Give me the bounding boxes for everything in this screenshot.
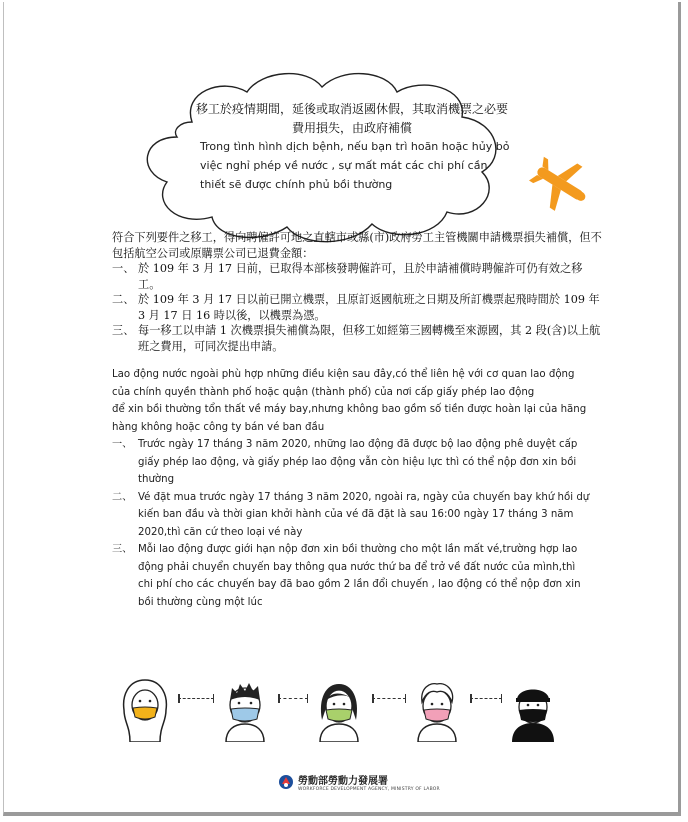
agency-footer (278, 772, 440, 792)
cloud-callout (122, 62, 522, 252)
masked-people-illustration (116, 678, 556, 748)
item-text: Trước ngày 17 tháng 3 năm 2020, những lao động đã được bộ lao động phê duyệt cấp giấy phép lao động, và giấy phép lao động vẫn còn hiệu lực thì có thể nộp đơn xin bồi thường (138, 439, 578, 485)
item-text: 每一移工以申請 1 次機票損失補償為限，但移工如經第三國轉機至來源國，其 2 段(含)以上航班之費用，可同次提出申請。 (138, 324, 601, 353)
item-text: 於 109 年 3 月 17 日以前已開立機票，且原訂返國航班之日期及所訂機票起飛時間於 109 年 3 月 17 日 16 時以後，以機票為憑。 (138, 293, 600, 322)
dashed-connector (178, 698, 214, 699)
document-page (3, 2, 681, 816)
item-number: 三、 (112, 544, 133, 555)
person-elder-icon (408, 678, 466, 742)
item-number: 一、 (112, 439, 133, 450)
chinese-intro: 符合下列要件之移工，得向聘僱許可地之直轄市或縣(市)政府勞工主管機關申請機票損失補償，但不包括航空公司或原購票公司已退費金額： (112, 231, 602, 260)
airplane-icon (528, 154, 594, 218)
item-number: 二、 (112, 491, 133, 503)
chinese-requirements (112, 230, 602, 354)
chinese-item (112, 292, 602, 323)
dashed-connector (470, 698, 502, 699)
person-woman-icon (310, 678, 368, 742)
person-man-icon (216, 678, 274, 742)
vietnamese-item (112, 541, 592, 611)
chinese-item (112, 261, 602, 292)
chinese-item (112, 323, 602, 354)
vietnamese-item (112, 489, 592, 542)
vietnamese-requirements (112, 366, 592, 611)
item-text: Mỗi lao động được giới hạn nộp đơn xin bồi thường cho một lần mất vé,trường hợp lao động phải chuyển chuyến bay thông qua nước thứ ba để trở về đất nước của mình,thì chi phí cho các chuyến bay đã bao gồm 2 lần đổi chuyến , lao động có thể nộp đơn xin bồi thường cùng một lúc (138, 544, 581, 608)
agency-logo-icon (278, 774, 294, 790)
item-number: 三、 (112, 324, 135, 337)
vietnamese-intro-continued: để xin bồi thường tổn thất về máy bay,nhưng không bao gồm số tiền được hoàn lại của hãng hàng không hoặc công ty bán vé ban đầu (112, 404, 587, 433)
agency-name-english: WORKFORCE DEVELOPMENT AGENCY, MINISTRY OF LABOR (298, 787, 440, 792)
dashed-connector (278, 698, 308, 699)
vietnamese-item (112, 436, 592, 489)
vietnamese-intro: Lao động nước ngoài phù hợp những điều kiện sau đây,có thể liên hệ với cơ quan lao động của chính quyền thành phố hoặc quận (thành phố) của nơi cấp giấy phép lao động (112, 369, 575, 398)
item-text: Vé đặt mua trước ngày 17 tháng 3 năm 2020, ngoài ra, ngày của chuyến bay khứ hồi dự kiến ban đầu và thời gian khởi hành của vé đã đặt là sau 16:00 ngày 17 tháng 3 năm 2020,thì căn cứ theo loại vé này (138, 491, 590, 538)
cloud-text-vietnamese: Trong tình hình dịch bệnh, nếu bạn trì hoãn hoặc hủy bỏ việc nghỉ phép về nước , sự mất mát các chi phí cần thiết sẽ được chính phủ bồi thường (200, 140, 510, 191)
item-number: 二、 (112, 293, 135, 306)
agency-name: 勞動部勞動力發展署 (298, 776, 388, 787)
dashed-connector (372, 698, 406, 699)
item-number: 一、 (112, 262, 135, 275)
cloud-text-chinese: 移工於疫情期間，延後或取消返國休假，其取消機票之必要費用損失，由政府補償 (195, 102, 508, 135)
item-text: 於 109 年 3 月 17 日前，已取得本部核發聘僱許可，且於申請補償時聘僱許可仍有效之移工。 (138, 262, 583, 291)
person-cap-icon (504, 678, 562, 742)
person-hijab-icon (116, 678, 174, 742)
